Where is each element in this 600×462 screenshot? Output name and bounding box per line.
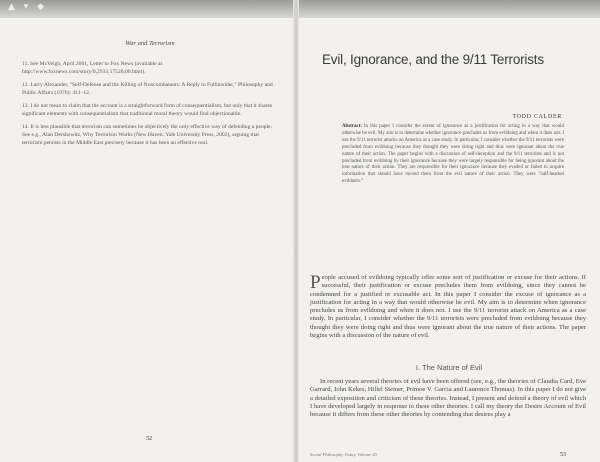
footnote-list [22, 60, 276, 152]
article-title: Evil, Ignorance, and the 9/11 Terrorists [322, 52, 544, 67]
abstract-label: Abstract: [342, 124, 362, 129]
scanner-edge [0, 0, 600, 18]
scan-artifact-icon: ▲ ▾ ◆ [8, 2, 48, 12]
drop-cap: P [310, 272, 321, 293]
section-heading: I. The Nature of Evil [415, 363, 483, 372]
page-number: 52 [146, 436, 152, 442]
running-head: War and Terrorism [125, 40, 175, 47]
journal-footer: Social Philosophy Today, Volume 20 [310, 452, 377, 457]
page-number: 53 [560, 452, 566, 458]
paragraph-text: eople accused of evildoing typically offer some sort of justification or excuse for their actions. If successful, their justification or excuse precludes them from evildoing, since they cannot be condemned for a justified or excusable act. In this paper I consider the excuse of ignorance as a justification for acting in a way that would otherwise be evil. My aim is to determine when ignorance precludes us from evildoing and when it does not. I use the 9/11 terrorist attack on America as a case study. In particular, I consider whether the 9/11 terrorists were precluded from evildoing because they thought they were doing right and thus were ignorant about the true nature of their actions. The paper begins with a discussion of the nature of evil. [310, 274, 586, 340]
author-name: TODD CALDER [512, 114, 562, 120]
book-gutter [293, 0, 299, 462]
left-page [8, 18, 292, 462]
footnote: 14. It is less plausible that terrorism can sometimes be objectively the only effective way of defending a people. See e.g., Alan Dershowitz, Why Terrorism Works (New Haven: Yale University Press, 2002), arguing that terrorism persists in the Middle East precisely because it has been an effective tool. [22, 124, 272, 146]
right-page [300, 18, 598, 462]
body-paragraph: In recent years several theories of evil have been offered (see, e.g., the theories of Claudia Card, Eve Garrard, John Kekes, Hillel Steiner, Primoe V. Garcia and Laurence Thomas). In this paper I do not give a detailed exposition and criticism of these theories. Instead, I present and defend a theory of evil which I have developed largely in response to these other theories. I call my theory the Desire Account of Evil because it differs from these other theories by contending that desires play a [310, 378, 586, 419]
footnote: 11. See McVeigh, April 2001, Letter to Fox News (available at http://www.foxnews.com/story/0,2933,17520,00.html). [22, 61, 163, 75]
body-paragraph [310, 274, 586, 340]
abstract [342, 124, 564, 186]
footnote: 13. I do not mean to claim that the account is a straightforward form of consequentialism, but only that it shares significant elements with consequentialism that traditional moral theory would find objectionable. [22, 103, 273, 117]
footnote: 12. Larry Alexander, "Self-Defense and the Killing of Noncombatants: A Reply to Fullinwider," Philosophy and Public Affairs (1976): 411–12. [22, 82, 273, 96]
abstract-text: In this paper I consider the extent of ignorance as a justification for acting in a way that would otherwise be evil. My aim is to determine whether ignorance precludes us from evildoing and when it does not. I use the 9/11 terrorist attacks on America as a case study. In particular, I consider whether the 9/11 terrorists were precluded from evildoing because they thought they were doing right and thus were ignorant about the true nature of their action. The paper begins with a discussion of self-deception and the 9/11 terrorists and is not precluded from evildoing by their ignorance because they were largely responsible for being ignorant about the true nature of their action. They are responsible for their ignorance because they evaded or failed to acquire information that should have moved them from the evil nature of their action. They were "half-hearted evildoers." [342, 124, 564, 185]
